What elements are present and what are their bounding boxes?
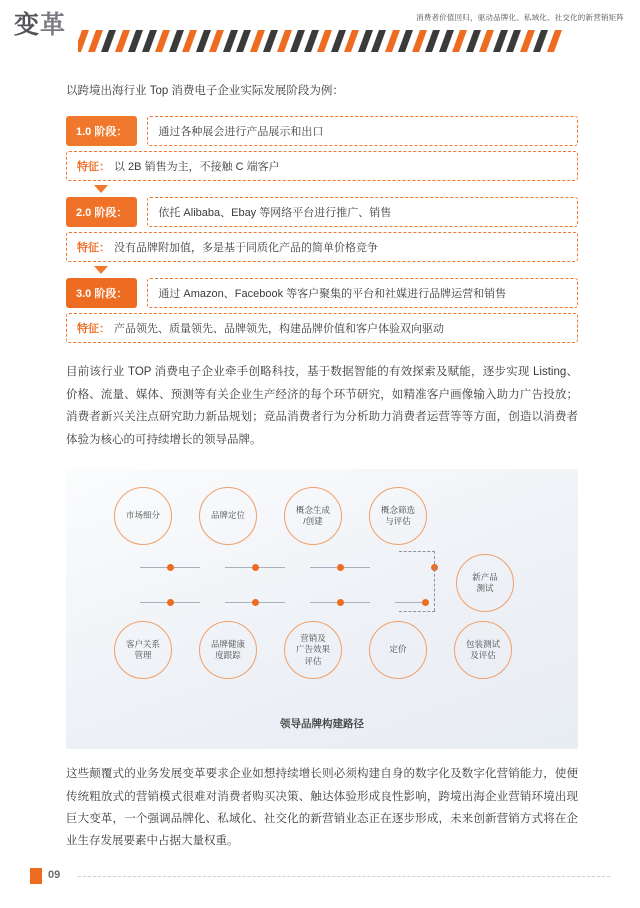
brand-logo <box>14 12 66 38</box>
stage-desc-2: 依托 Alibaba、Ebay 等网络平台进行推广、销售 <box>147 197 578 227</box>
stage-desc-1: 通过各种展会进行产品展示和出口 <box>147 116 578 146</box>
header-stripe <box>290 30 305 52</box>
header-stripe <box>209 30 224 52</box>
header-stripe <box>263 30 278 52</box>
arrow-down-icon-1 <box>94 185 108 193</box>
diagram-node-top-2: 品牌定位 <box>199 487 257 545</box>
connector-line <box>174 602 200 603</box>
connector-line <box>259 567 285 568</box>
arrow-down-icon-2 <box>94 266 108 274</box>
header-stripe <box>168 30 183 52</box>
header-stripe <box>546 30 561 52</box>
stage-feature-text-1: 以 2B 销售为主，不接触 C 端客户 <box>114 161 280 174</box>
stage-feature-label-2: 特征： <box>77 242 110 255</box>
stage-block-2 <box>66 197 578 262</box>
stage-feature-3 <box>66 313 578 343</box>
connector-dashed <box>399 611 435 612</box>
header-stripe <box>384 30 399 52</box>
header-stripe <box>155 30 170 52</box>
header-stripe <box>249 30 264 52</box>
header-stripe <box>317 30 332 52</box>
header-stripe <box>465 30 480 52</box>
header-stripe <box>438 30 453 52</box>
stage-tag-1: 1.0 阶段： <box>66 116 137 146</box>
diagram-node-right: 新产品 测试 <box>456 554 514 612</box>
diagram-node-bottom-4: 定价 <box>369 621 427 679</box>
stage-desc-3: 通过 Amazon、Facebook 等客户聚集的平台和社媒进行品牌运营和销售 <box>147 278 578 308</box>
connector-line <box>344 602 370 603</box>
header-stripe <box>87 30 102 52</box>
footer-badge <box>30 868 42 884</box>
diagram-node-bottom-5: 包装测试 及评估 <box>454 621 512 679</box>
header-stripe <box>371 30 386 52</box>
logo-char-2: 革 <box>40 10 67 39</box>
stage-feature-label-3: 特征： <box>77 323 110 336</box>
header-stripe <box>222 30 237 52</box>
stage-feature-text-3: 产品领先、质量领先、品牌领先，构建品牌价值和客户体验双向驱动 <box>114 323 444 336</box>
stage-feature-label-1: 特征： <box>77 161 110 174</box>
diagram-node-top-3: 概念生成 /创建 <box>284 487 342 545</box>
connector-line <box>225 567 252 568</box>
connector-line <box>174 567 200 568</box>
stage-row-3 <box>66 278 578 308</box>
intro-text: 以跨境出海行业 Top 消费电子企业实际发展阶段为例： <box>66 85 344 97</box>
header-stripe <box>357 30 372 52</box>
diagram-node-top-4: 概念筛选 与评估 <box>369 487 427 545</box>
header-stripe <box>344 30 359 52</box>
stage-tag-2: 2.0 阶段： <box>66 197 137 227</box>
header-stripe <box>114 30 129 52</box>
header-stripe <box>330 30 345 52</box>
paragraph-1: 目前该行业 TOP 消费电子企业牵手创略科技，基于数据智能的有效探索及赋能，逐步实现 Listing、价格、流量、媒体、预测等有关企业生产经济的每个环节研究，如精准客户画像输入助力广告投放；消费者新兴关注点研究助力新品规划；竞品消费者行为分析助力消费者运营等等方面，创造以消费者体验为核心的可持续增长的领导品牌。 <box>66 366 578 446</box>
header-stripe <box>182 30 197 52</box>
connector-line <box>310 567 337 568</box>
connector-dot <box>167 564 174 571</box>
page-footer <box>0 868 640 888</box>
connector-dot <box>252 564 259 571</box>
diagram-node-bottom-3: 营销及 广告效果 评估 <box>284 621 342 679</box>
connector-line <box>225 602 252 603</box>
connector-line <box>140 602 167 603</box>
header-stripe <box>411 30 426 52</box>
connector-dot <box>422 599 429 606</box>
header-stripe <box>452 30 467 52</box>
connector-dashed <box>434 569 435 611</box>
connector-line <box>344 567 370 568</box>
header-stripe <box>236 30 251 52</box>
diagram-node-bottom-1: 客户关系 管理 <box>114 621 172 679</box>
connector-dot <box>337 564 344 571</box>
header-stripe <box>425 30 440 52</box>
connector-dot <box>252 599 259 606</box>
page-number: 09 <box>48 869 61 881</box>
connector-dashed <box>434 551 435 569</box>
stage-row-2 <box>66 197 578 227</box>
stage-block-1 <box>66 116 578 181</box>
header-stripe <box>276 30 291 52</box>
connector-dot <box>167 599 174 606</box>
diagram-node-top-1: 市场细分 <box>114 487 172 545</box>
header-stripe <box>78 30 89 52</box>
diagram-node-bottom-2: 品牌健康 度跟踪 <box>199 621 257 679</box>
header-stripe <box>128 30 143 52</box>
stage-tag-3: 3.0 阶段： <box>66 278 137 308</box>
header-stripe <box>506 30 521 52</box>
header-stripe <box>195 30 210 52</box>
header-stripe <box>101 30 116 52</box>
connector-line <box>259 602 285 603</box>
stage-feature-1 <box>66 151 578 181</box>
stage-row-1 <box>66 116 578 146</box>
header-stripe-decoration <box>78 30 564 52</box>
logo-char-1: 变 <box>14 10 41 39</box>
header-stripe <box>303 30 318 52</box>
connector-dot <box>337 599 344 606</box>
header-stripe <box>492 30 507 52</box>
stage-list <box>66 116 578 343</box>
paragraph-2: 这些颠覆式的业务发展变革要求企业如想持续增长则必须构建自身的数字化及数字化营销能力，使便传统粗放式的营销模式很难对消费者购买决策、触达体验形成良性影响，跨境出海企业营销环境出现巨大变革，一个强调品牌化、私域化、社交化的新营销业态正在逐步形成，未来创新营销方式将在企业生存发展要素中占据大量权重。 <box>66 768 578 848</box>
header-stripe <box>141 30 156 52</box>
brand-path-diagram <box>66 469 578 749</box>
connector-line <box>140 567 167 568</box>
header-stripe <box>479 30 494 52</box>
connector-dashed <box>399 551 435 552</box>
page-header <box>0 0 640 68</box>
stage-block-3 <box>66 278 578 343</box>
header-stripe <box>519 30 534 52</box>
stage-feature-text-2: 没有品牌附加值，多是基于同质化产品的简单价格竞争 <box>114 242 378 255</box>
footer-divider <box>78 876 610 878</box>
page-content <box>0 82 640 853</box>
diagram-caption: 领导品牌构建路径 <box>280 718 364 731</box>
header-stripe <box>533 30 548 52</box>
header-title: 消费者价值回归，驱动品牌化、私域化、社交化的新营销矩阵 <box>416 13 624 22</box>
connector-line <box>395 602 422 603</box>
connector-line <box>310 602 337 603</box>
header-stripe <box>398 30 413 52</box>
stage-feature-2 <box>66 232 578 262</box>
